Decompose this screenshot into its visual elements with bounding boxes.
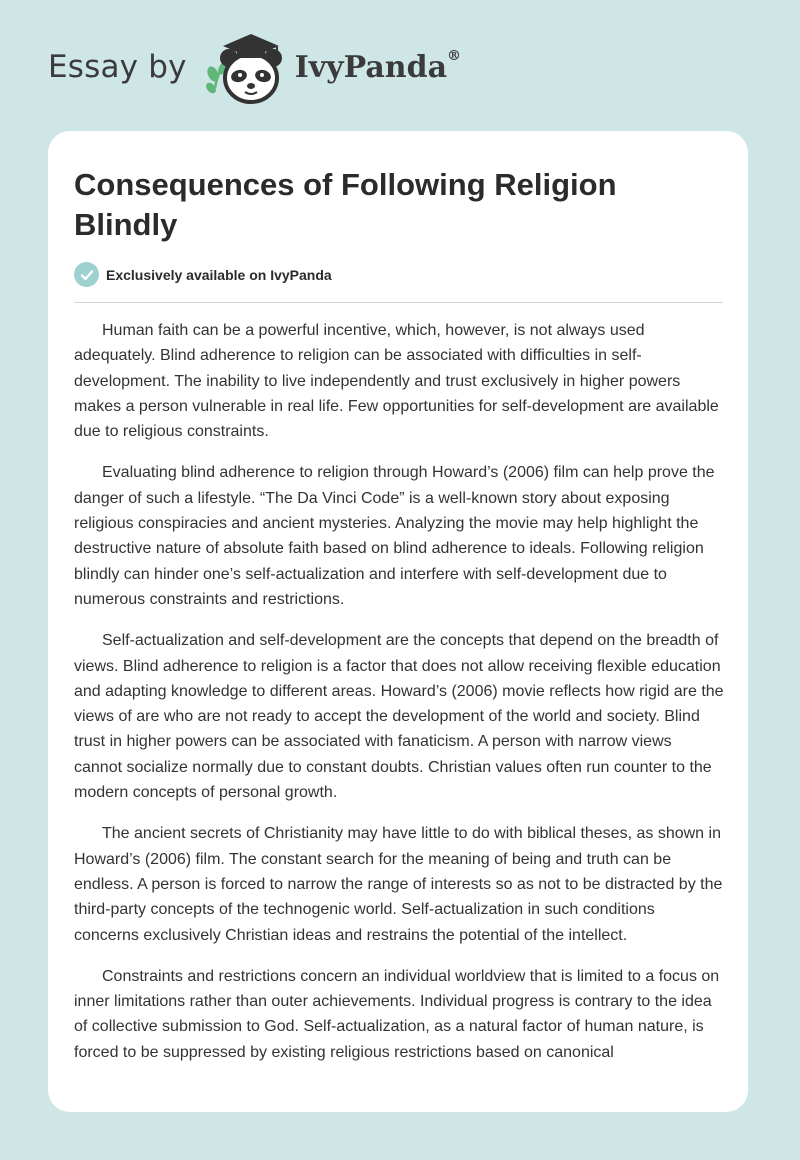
paragraph-1: Human faith can be a powerful incentive, which, however, is not always used adequately. Blind adherence to religion can be associated with difficulties in self-development. The inability to live independently and trust exclusively in higher powers makes a person vulnerable in real life. Few opportunities for self-development are available due to religious constraints. <box>74 322 719 441</box>
exclusive-badge <box>74 262 332 287</box>
divider <box>74 302 723 303</box>
paragraph-4: The ancient secrets of Christianity may have little to do with biblical theses, as shown in Howard’s (2006) film. The constant search for the meaning of being and truth can be endless. A person is forced to narrow the range of interests so as not to be distracted by the third-party concepts of the technogenic world. Self-actualization in such conditions concerns exclusively Christian ideas and restrains the potential of the intellect. <box>74 825 723 944</box>
essay-body <box>74 318 724 1081</box>
essay-card <box>48 131 748 1112</box>
registered-mark: ® <box>447 47 462 64</box>
essay-by-label: Essay by <box>48 49 187 85</box>
essay-title: Consequences of Following Religion Blindly <box>74 167 617 242</box>
brand-logo-text[interactable]: IvyPanda® <box>294 47 462 85</box>
badge-label: Exclusively available on IvyPanda <box>106 266 332 283</box>
paragraph-2: Evaluating blind adherence to religion through Howard’s (2006) film can help prove the danger of such a lifestyle. “The Da Vinci Code” is a well-known story about exposing religious conspiracies and ancient mysteries. Analyzing the movie may help highlight the destructive nature of absolute faith based on blind adherence to ideals. Following religion blindly can hinder one’s self-actualization and interfere with self-development due to numerous constraints and restrictions. <box>74 464 715 608</box>
paragraph-5: Constraints and restrictions concern an individual worldview that is limited to a focus on inner limitations rather than outer achievements. Individual progress is contrary to the idea of collective submission to God. Self-actualization, as a natural factor of human nature, is forced to be suppressed by existing religious restrictions based on canonical <box>74 967 720 1061</box>
check-circle-icon <box>74 262 99 287</box>
panda-graduate-icon[interactable] <box>201 28 291 108</box>
site-header <box>48 30 748 110</box>
paragraph-3: Self-actualization and self-development are the concepts that depend on the breadth of views. Blind adherence to religion is a factor that does not allow receiving flexible education and adapting knowledge to different areas. Howard’s (2006) movie reflects how rigid are the views of are who are not ready to accept the development of the world and society. Blind trust in higher powers can be associated with fanaticism. A person with narrow views cannot socialize normally due to constant doubts. Christian values often run counter to the modern concepts of personal growth. <box>74 632 724 802</box>
